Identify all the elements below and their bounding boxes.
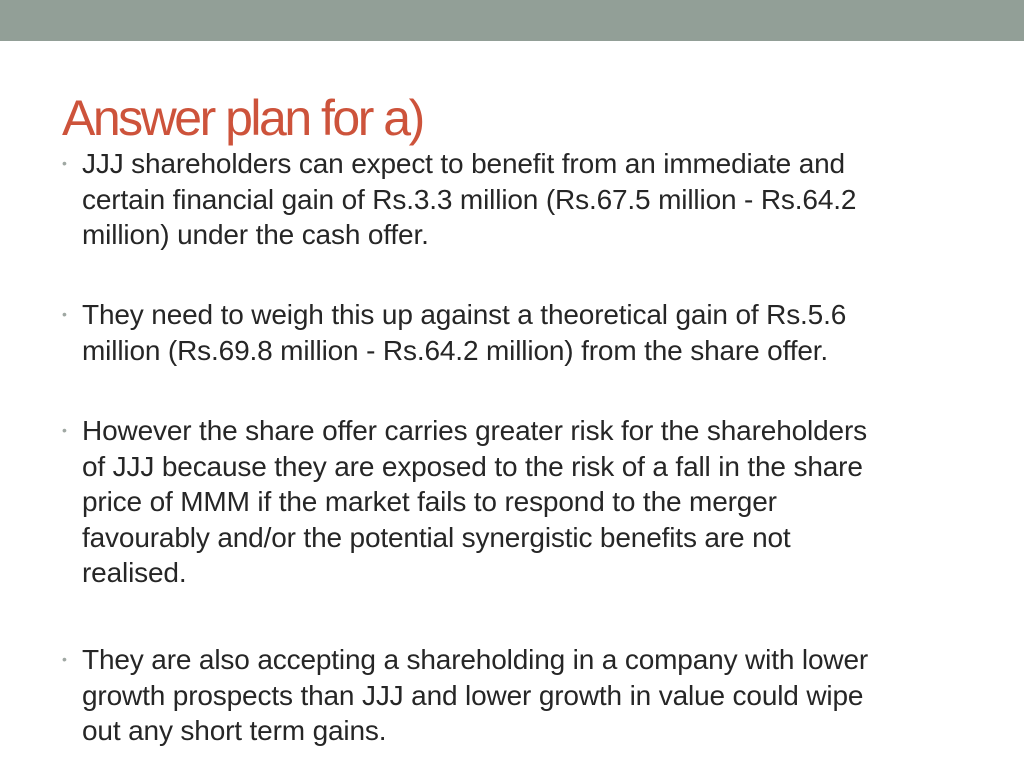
bullet-dot-icon: • <box>62 155 67 171</box>
bullet-line: million (Rs.69.8 million - Rs.64.2 million) from the share offer. <box>82 334 829 366</box>
bullet-line: They need to weigh this up against a theoretical gain of Rs.5.6 <box>82 299 847 330</box>
bullet-text <box>82 642 1012 749</box>
bullet-line: JJJ shareholders can expect to benefit from an immediate and <box>82 148 845 179</box>
bullet-dot-icon: • <box>62 306 67 322</box>
bullet-line: growth prospects than JJJ and lower growth in value could wipe <box>82 679 864 711</box>
bullet-text <box>82 146 1012 253</box>
bullet-line: realised. <box>82 557 187 588</box>
top-accent-bar <box>0 0 1024 41</box>
bullet-line: million) under the cash offer. <box>82 219 429 250</box>
bullet-dot-icon: • <box>62 651 67 667</box>
bullet-text <box>82 413 1012 591</box>
bullet-line: price of MMM if the market fails to respond to the merger <box>82 486 777 517</box>
bullet-text <box>82 297 1012 368</box>
bullet-dot-icon: • <box>62 422 67 438</box>
bullet-line: However the share offer carries greater risk for the shareholders <box>82 415 867 446</box>
bullet-line: of JJJ because they are exposed to the risk of a fall in the share <box>82 450 863 482</box>
slide-title: Answer plan for a) <box>62 90 423 146</box>
bullet-line: favourably and/or the potential synergistic benefits are not <box>82 521 791 553</box>
bullet-line: They are also accepting a shareholding in a company with lower <box>82 644 869 675</box>
bullet-line: out any short term gains. <box>82 715 387 746</box>
bullet-line: certain financial gain of Rs.3.3 million (Rs.67.5 million - Rs.64.2 <box>82 183 857 215</box>
